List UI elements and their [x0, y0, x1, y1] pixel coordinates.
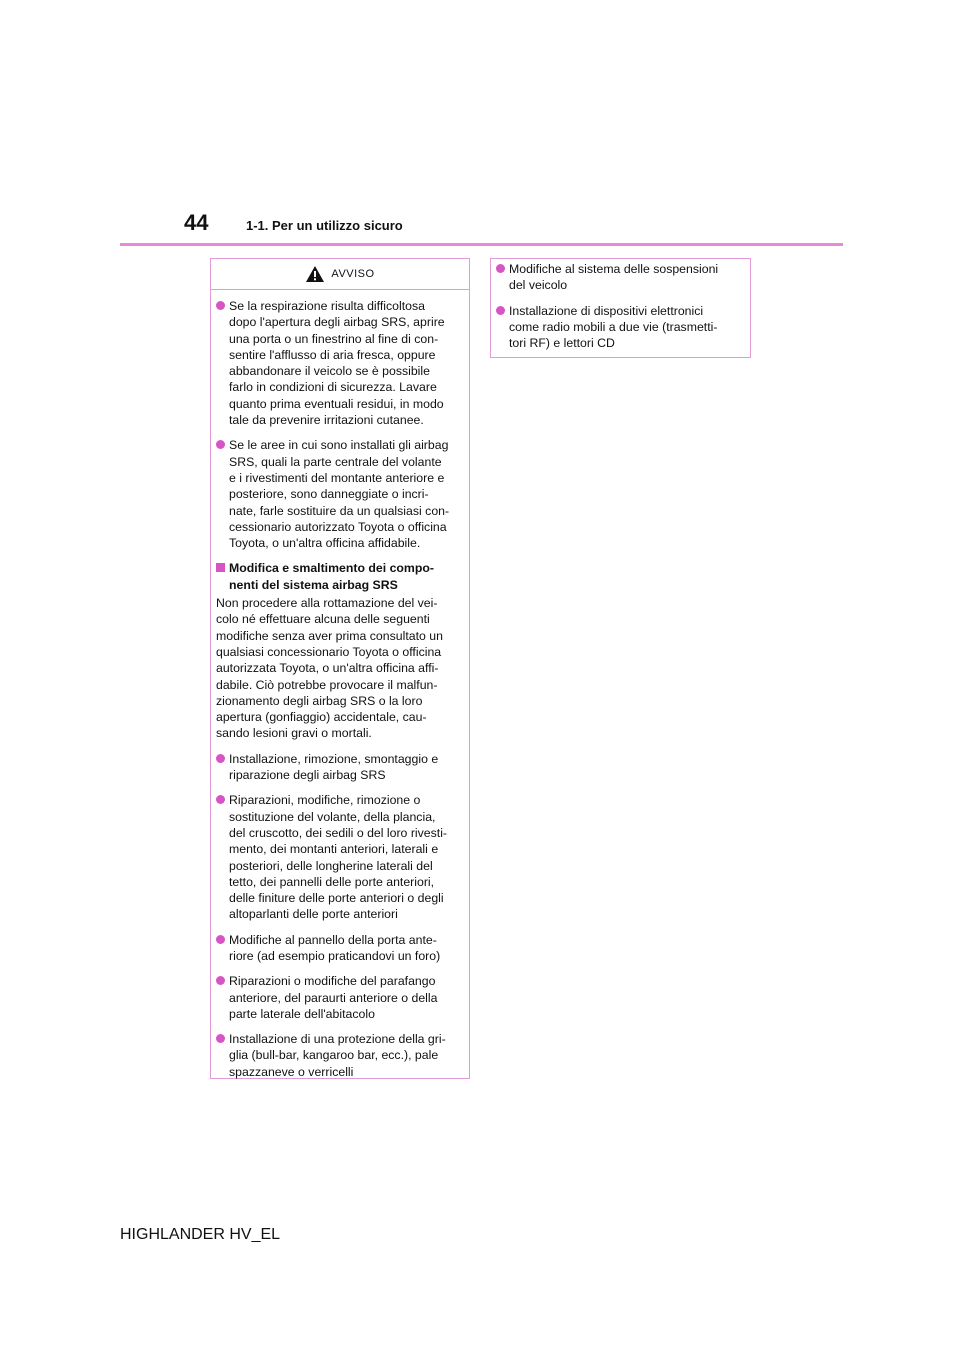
- warning-label: AVVISO: [331, 268, 375, 280]
- warning-box: [210, 258, 470, 1079]
- list-item-text: Installazione di una protezione della gri- glia (bull-bar, kangaroo bar, ecc.), pale spazzaneve o verricelli: [229, 1032, 446, 1079]
- bullet-icon: [216, 301, 225, 310]
- list-item-text: Se le aree in cui sono installati gli airbag SRS, quali la parte centrale del volante e i rivestimenti del montante anteriore e posteriore, sono danneggiate o incri- nate, farle sostituire da un qualsiasi con- cessionario autorizzato Toyota o officina Toyota, o un'altra officina affidabile.: [229, 438, 450, 551]
- list-item: [216, 792, 464, 922]
- list-item-text: Se la respirazione risulta difficoltosa dopo l'apertura degli airbag SRS, aprire una porta o un finestrino al fine di con- sentire l'afflusso di aria fresca, oppure abbandonare il veicolo se è possibile farlo in condizioni di sicurezza. Lavare quanto prima eventuali residui, in modo tale da prevenire irritazioni cutanee.: [229, 299, 445, 428]
- page-number: 44: [184, 210, 209, 235]
- warning-content: [211, 290, 469, 1080]
- list-item: [496, 303, 745, 352]
- warning-header: [211, 259, 469, 290]
- bullet-icon: [216, 935, 225, 944]
- bullet-icon: [216, 1034, 225, 1043]
- bullet-icon: [216, 795, 225, 804]
- subsection-heading: [216, 560, 464, 593]
- warning-continued-content: [491, 259, 750, 351]
- warning-triangle-icon: [305, 265, 325, 283]
- list-item: [216, 1031, 464, 1080]
- list-item-text: Riparazioni, modifiche, rimozione o sostituzione del volante, della plancia, del cruscotto, dei sedili o del loro rivesti- mento, dei montanti anteriori, laterali e posteriori, delle longherine laterali del tetto, dei pannelli delle porte anteriori, delle finiture delle porte anteriori o degli altoparlanti delle porte anteriori: [229, 793, 448, 922]
- header-rule: [120, 243, 843, 246]
- list-item-text: Installazione, rimozione, smontaggio e riparazione degli airbag SRS: [229, 751, 439, 783]
- list-item: [216, 751, 464, 784]
- list-item-text: Installazione di dispositivi elettronici come radio mobili a due vie (trasmetti- tori RF) e lettori CD: [509, 303, 718, 351]
- warning-box-continued: [490, 258, 751, 358]
- list-item-text: Modifiche al sistema delle sospensioni del veicolo: [509, 262, 719, 293]
- list-item: [216, 932, 464, 965]
- list-item: [216, 298, 464, 428]
- square-bullet-icon: [216, 563, 225, 572]
- subsection-heading-text: Modifica e smaltimento dei compo- nenti del sistema airbag SRS: [229, 561, 434, 592]
- bullet-icon: [496, 306, 505, 315]
- list-item-text: Riparazioni o modifiche del parafango anteriore, del paraurti anteriore o della parte laterale dell'abitacolo: [229, 974, 438, 1021]
- bullet-icon: [496, 264, 505, 273]
- bullet-icon: [216, 754, 225, 763]
- section-title: 1-1. Per un utilizzo sicuro: [246, 218, 403, 233]
- list-item: [216, 437, 464, 551]
- bullet-icon: [216, 976, 225, 985]
- warning-paragraph: Non procedere alla rottamazione del vei- colo né effettuare alcuna delle seguenti modifiche senza aver prima consultato un qualsiasi concessionario Toyota o officina autorizzata Toyota, o un'altra officina affi- dabile. Ciò potrebbe provocare il malfun- zionamento degli airbag SRS o la loro apertura (gonfiaggio) accidentale, cau- sando lesioni gravi o mortali.: [216, 596, 443, 741]
- list-item: [496, 261, 745, 294]
- bullet-icon: [216, 440, 225, 449]
- footer-model: HIGHLANDER HV_EL: [120, 1226, 281, 1243]
- list-item: [216, 973, 464, 1022]
- list-item-text: Modifiche al pannello della porta ante- riore (ad esempio praticandovi un foro): [229, 932, 441, 963]
